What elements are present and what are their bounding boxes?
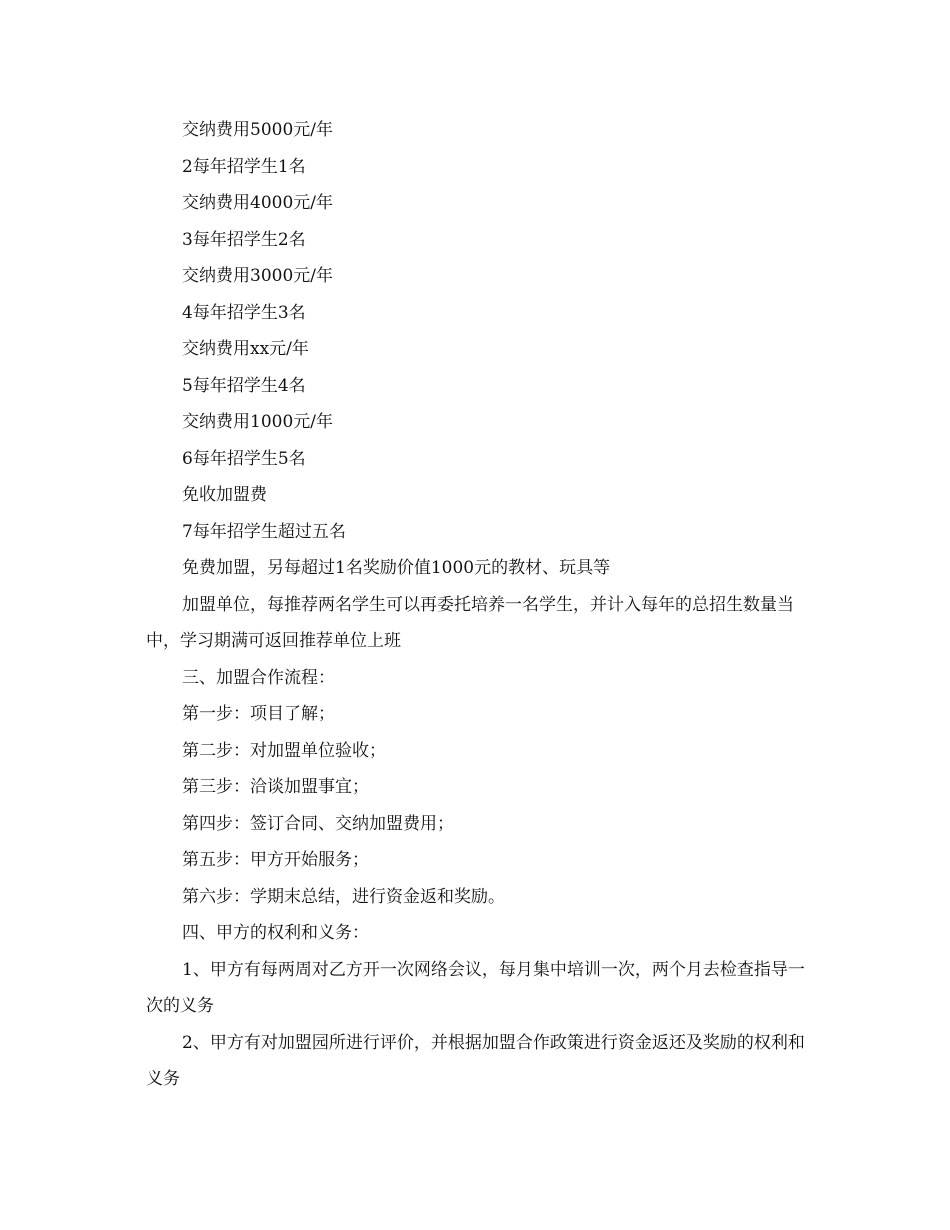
section-heading-process: 三、加盟合作流程： (182, 667, 335, 688)
rights-item-1: 1、甲方有每两周对乙方开一次网络会议，每月集中培训一次，两个月去检查指导一次的义务 (146, 959, 805, 1016)
paragraph-tier-2: 2每年招学生1名 (182, 156, 306, 177)
process-step-2: 第二步：对加盟单位验收； (182, 740, 386, 761)
paragraph-fee-waived: 免收加盟费 (182, 485, 267, 505)
process-step-5: 第五步：甲方开始服务； (182, 850, 369, 870)
section-heading-rights: 四、甲方的权利和义务： (182, 923, 369, 943)
paragraph-referral-policy: 加盟单位，每推荐两名学生可以再委托培养一名学生，并计入每年的总招生数量当中，学习期满可返回推荐单位上班 (146, 594, 794, 651)
paragraph-tier-5: 5每年招学生4名 (182, 375, 306, 396)
paragraph-tier-6: 6每年招学生5名 (182, 448, 306, 469)
paragraph-fee-5000: 交纳费用5000元/年 (182, 120, 333, 140)
document-body (146, 112, 814, 1098)
process-step-6: 第六步：学期末总结，进行资金返和奖励。 (182, 886, 505, 907)
paragraph-tier-4: 4每年招学生3名 (182, 302, 306, 323)
paragraph-tier-7: 7每年招学生超过五名 (182, 521, 346, 542)
rights-item-2: 2、甲方有对加盟园所进行评价，并根据加盟合作政策进行资金返还及奖励的权利和义务 (146, 1032, 805, 1089)
paragraph-free-join-reward: 免费加盟，另每超过1名奖励价值1000元的教材、玩具等 (182, 558, 611, 578)
paragraph-fee-4000: 交纳费用4000元/年 (182, 193, 333, 213)
process-step-3: 第三步：洽谈加盟事宜； (182, 777, 369, 797)
process-step-1: 第一步：项目了解； (182, 704, 335, 724)
paragraph-fee-1000: 交纳费用1000元/年 (182, 412, 333, 432)
paragraph-fee-3000: 交纳费用3000元/年 (182, 266, 333, 286)
paragraph-fee-xx: 交纳费用xx元/年 (182, 339, 309, 359)
paragraph-tier-3: 3每年招学生2名 (182, 229, 306, 250)
process-step-4: 第四步：签订合同、交纳加盟费用； (182, 813, 454, 834)
